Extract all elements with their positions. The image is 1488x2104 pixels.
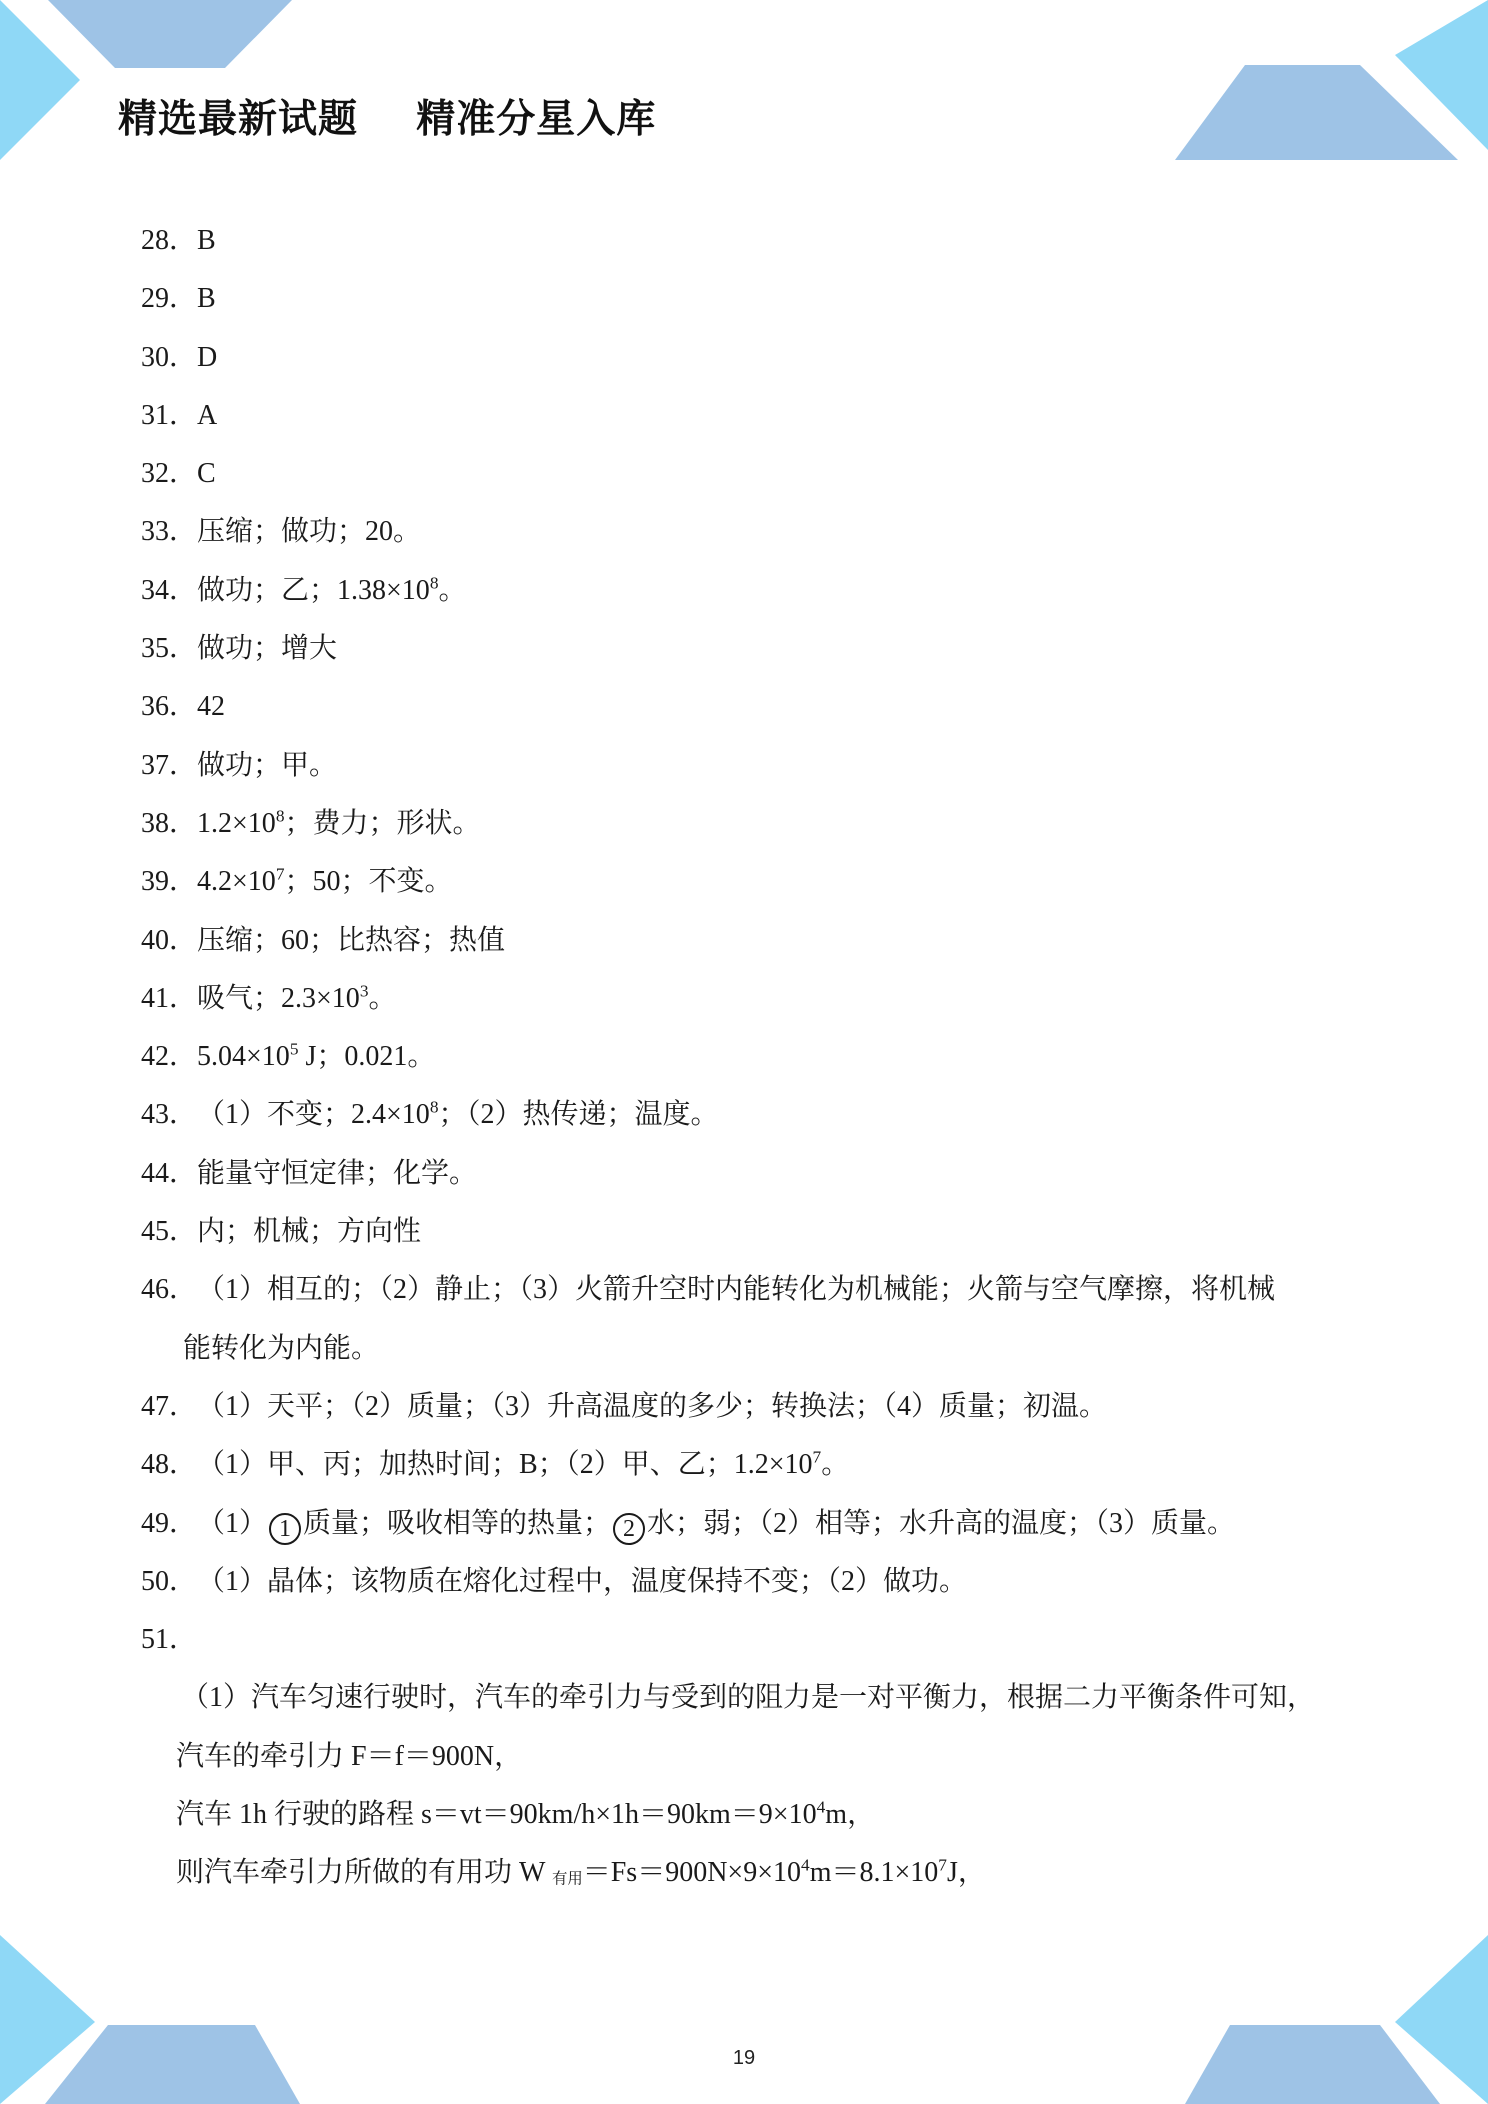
answer-text-end: J；0.021。 bbox=[298, 1041, 436, 1073]
answer-text-end: 。 bbox=[368, 982, 397, 1014]
answer-text-end: ；（2）热传递；温度。 bbox=[438, 1099, 719, 1131]
answer-44 bbox=[141, 1145, 1371, 1203]
q51-line-3-end: m， bbox=[825, 1799, 876, 1831]
answer-34 bbox=[141, 562, 1371, 620]
answer-text-end: ；费力；形状。 bbox=[284, 807, 481, 839]
answer-text: 1.2×10 bbox=[197, 807, 276, 839]
q51-line-3-text: 汽车 1h 行驶的路程 s＝vt＝90km/h×1h＝90km＝9×10 bbox=[176, 1799, 817, 1831]
answer-number: 40． bbox=[141, 924, 198, 956]
exponent: 7 bbox=[275, 864, 285, 884]
exponent: 4 bbox=[816, 1797, 826, 1817]
exponent: 8 bbox=[429, 1097, 439, 1117]
answer-text: 压缩；做功；20。 bbox=[197, 516, 422, 548]
answer-number: 28． bbox=[141, 225, 198, 256]
top-right-trapezoid bbox=[1175, 65, 1458, 160]
answer-number: 49． bbox=[141, 1507, 198, 1539]
answer-text: 能量守恒定律；化学。 bbox=[197, 1157, 478, 1189]
answer-36 bbox=[141, 678, 1371, 736]
header-title: 精选最新试题 精准分星入库 bbox=[118, 97, 657, 142]
answer-text: B bbox=[197, 225, 216, 256]
answer-51 bbox=[141, 1611, 1371, 1669]
exponent: 8 bbox=[429, 573, 439, 593]
answer-text: 5.04×10 bbox=[197, 1041, 290, 1073]
q51-line-3 bbox=[141, 1786, 1371, 1844]
answer-number: 39． bbox=[141, 866, 198, 898]
answer-number: 41． bbox=[141, 982, 198, 1014]
answer-39 bbox=[141, 853, 1371, 911]
answer-31 bbox=[141, 387, 1371, 445]
answer-number: 30． bbox=[141, 341, 198, 373]
answer-number: 33． bbox=[141, 516, 198, 548]
answer-number: 47． bbox=[141, 1390, 198, 1422]
circled-number-2: 2 bbox=[613, 1513, 645, 1545]
answer-number: 45． bbox=[141, 1216, 198, 1248]
answer-text: （1） bbox=[197, 1507, 268, 1539]
answer-29 bbox=[141, 270, 1371, 328]
answer-49 bbox=[141, 1495, 1371, 1553]
answer-text: （1）甲、丙；加热时间；B；（2）甲、乙；1.2×10 bbox=[197, 1449, 813, 1481]
answer-43 bbox=[141, 1086, 1371, 1144]
answer-30 bbox=[141, 329, 1371, 387]
answer-number: 51． bbox=[141, 1624, 198, 1656]
page-number: 19 bbox=[732, 2047, 756, 2069]
answer-text: （1）相互的；（2）静止；（3）火箭升空时内能转化为机械能；火箭与空气摩擦，将机械 bbox=[197, 1274, 1276, 1306]
answer-28 bbox=[141, 212, 1371, 270]
q51-line-4 bbox=[141, 1844, 1371, 1909]
answer-35 bbox=[141, 620, 1371, 678]
answer-33 bbox=[141, 503, 1371, 561]
answer-text: 做功；乙；1.38×10 bbox=[197, 574, 430, 606]
answer-number: 46． bbox=[141, 1274, 198, 1306]
circled-number-1: 1 bbox=[269, 1513, 301, 1545]
q51-line-2: 汽车的牵引力 F＝f＝900N， bbox=[176, 1740, 523, 1772]
top-left-triangle bbox=[0, 0, 80, 160]
answer-text: C bbox=[197, 458, 216, 490]
answer-number: 38． bbox=[141, 807, 198, 839]
q51-line-4-end: J， bbox=[946, 1857, 986, 1889]
answer-number: 36． bbox=[141, 691, 198, 723]
answer-text: （1）不变；2.4×10 bbox=[197, 1099, 430, 1131]
answer-text: D bbox=[197, 341, 218, 373]
top-left-trapezoid bbox=[48, 0, 292, 68]
answer-45 bbox=[141, 1203, 1371, 1261]
answer-38 bbox=[141, 795, 1371, 853]
answer-number: 29． bbox=[141, 283, 198, 315]
answer-32 bbox=[141, 445, 1371, 503]
answer-text: 做功；增大 bbox=[197, 633, 338, 665]
answer-number: 31． bbox=[141, 399, 198, 431]
exponent: 4 bbox=[801, 1855, 810, 1875]
q51-line-4-text: 则汽车牵引力所做的有用功 W bbox=[176, 1857, 552, 1889]
answer-text: （1）晶体；该物质在熔化过程中，温度保持不变；（2）做功。 bbox=[197, 1565, 968, 1597]
answer-text: 水；弱；（2）相等；水升高的温度；（3）质量。 bbox=[647, 1507, 1236, 1539]
answer-text: A bbox=[197, 399, 218, 431]
q51-line-1: （1）汽车匀速行驶时，汽车的牵引力与受到的阻力是一对平衡力，根据二力平衡条件可知， bbox=[181, 1682, 1316, 1714]
answer-text: 质量；吸收相等的热量； bbox=[303, 1507, 612, 1539]
answer-number: 42． bbox=[141, 1041, 198, 1073]
exponent: 3 bbox=[359, 981, 369, 1001]
answer-list bbox=[141, 212, 1371, 1909]
answer-48 bbox=[141, 1436, 1371, 1494]
exponent: 5 bbox=[289, 1039, 299, 1059]
answer-number: 48． bbox=[141, 1449, 198, 1481]
subscript: 有用 bbox=[551, 1870, 583, 1888]
answer-text: 吸气；2.3×10 bbox=[197, 982, 360, 1014]
answer-50 bbox=[141, 1553, 1371, 1611]
answer-40 bbox=[141, 912, 1371, 970]
answer-number: 43． bbox=[141, 1099, 198, 1131]
answer-text: 做功；甲。 bbox=[197, 749, 338, 781]
answer-text-end: ；50；不变。 bbox=[284, 866, 453, 898]
answer-41 bbox=[141, 970, 1371, 1028]
q51-line-4-text-3: m＝8.1×10 bbox=[809, 1857, 939, 1889]
answer-text: 内；机械；方向性 bbox=[197, 1216, 422, 1248]
answer-text: 42 bbox=[197, 691, 226, 723]
q51-line-4-text-2: ＝Fs＝900N×9×10 bbox=[582, 1857, 802, 1889]
exponent: 7 bbox=[938, 1855, 947, 1875]
answer-number: 34． bbox=[141, 574, 198, 606]
exponent: 8 bbox=[275, 806, 285, 826]
answer-46-continuation: 能转化为内能。 bbox=[183, 1332, 380, 1364]
answer-text: 4.2×10 bbox=[197, 866, 276, 898]
answer-37 bbox=[141, 737, 1371, 795]
answer-number: 50． bbox=[141, 1565, 198, 1597]
answer-text-end: 。 bbox=[821, 1449, 850, 1481]
answer-number: 35． bbox=[141, 633, 198, 665]
answer-47 bbox=[141, 1378, 1371, 1436]
answer-text: 压缩；60；比热容；热值 bbox=[197, 924, 506, 956]
answer-number: 37． bbox=[141, 749, 198, 781]
exponent: 7 bbox=[812, 1447, 822, 1467]
answer-text-end: 。 bbox=[438, 574, 467, 606]
answer-number: 32． bbox=[141, 458, 198, 490]
answer-number: 44． bbox=[141, 1157, 198, 1189]
answer-text: （1）天平；（2）质量；（3）升高温度的多少；转换法；（4）质量；初温。 bbox=[197, 1390, 1108, 1422]
answer-46 bbox=[141, 1261, 1371, 1319]
answer-text: B bbox=[197, 283, 216, 315]
answer-42 bbox=[141, 1028, 1371, 1086]
